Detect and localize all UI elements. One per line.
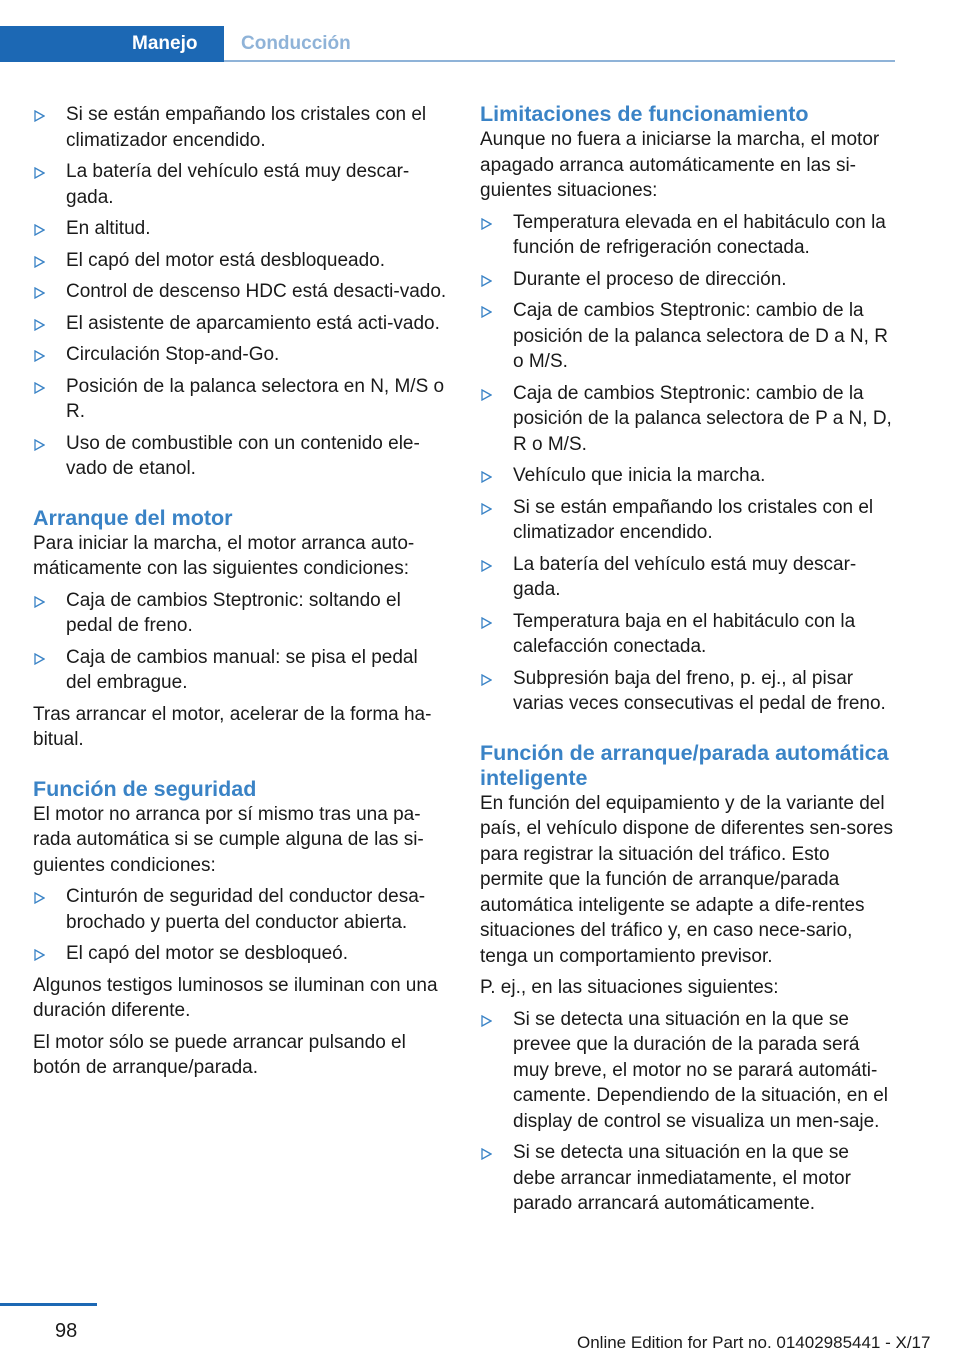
list-item-text: Durante el proceso de dirección. [513, 268, 787, 290]
list-item [480, 298, 894, 375]
list-item-text: Si se detecta una situación en la que se debe arrancar inmediatamente, el motor parado arrancará automáticamente. [513, 1142, 851, 1214]
list-item [480, 381, 894, 458]
list-item [33, 248, 447, 274]
list-item-text: Si se están empañando los cristales con el climatizador encendido. [513, 496, 874, 543]
limitations-list [480, 210, 894, 717]
paragraph: Tras arrancar el motor, acelerar de la forma ha‐bitual. [33, 703, 432, 750]
list-item-text: Si se detecta una situación en la que se prevee que la duración de la parada será muy breve, el motor no se parará automáti‐camente. Dependiendo de la situación, en el display de control se visualiza un men‐saje. [513, 1008, 888, 1132]
list-item-text: En altitud. [66, 218, 151, 239]
list-item [33, 374, 447, 425]
list-item-text: Control de descenso HDC está desacti‐vado. [66, 281, 447, 302]
list-item [33, 645, 447, 696]
list-item [480, 267, 894, 293]
section-title-arranque: Arranque del motor [33, 505, 233, 530]
list-item-text: Caja de cambios manual: se pisa el pedal del embrague. [66, 646, 418, 693]
list-item [33, 159, 447, 210]
section-title-seguridad: Función de seguridad [33, 776, 257, 801]
paragraph: Para iniciar la marcha, el motor arranca auto‐máticamente con las siguientes condiciones: [33, 532, 415, 579]
section-title-limitaciones: Limitaciones de funcionamiento [480, 102, 809, 126]
header-tab-manejo[interactable]: Manejo [132, 33, 198, 54]
list-item [480, 552, 894, 603]
list-item-text: Circulación Stop-and-Go. [66, 344, 280, 365]
list-item [33, 588, 447, 639]
list-item-text: Si se están empañando los cristales con el climatizador encendido. [66, 104, 427, 151]
list-item-text: Posición de la palanca selectora en N, M/S o R. [66, 375, 445, 422]
list-item [480, 463, 894, 489]
list-item-text: Caja de cambios Steptronic: cambio de la posición de la palanca selectora de P a N, D, R o M/S. [513, 382, 892, 455]
header-tab-conduccion[interactable]: Conducción [241, 33, 351, 54]
footer-rule [0, 1303, 97, 1306]
list-item [480, 495, 894, 546]
paragraph: Algunos testigos luminosos se iluminan con una duración diferente. [33, 974, 438, 1021]
list-item [33, 884, 447, 935]
list-item-text: Subpresión baja del freno, p. ej., al pisar varias veces consecutivas el pedal de freno. [513, 667, 886, 714]
list-item-text: Vehículo que inicia la marcha. [513, 465, 766, 486]
paragraph: El motor no arranca por sí mismo tras una pa‐rada automática si se cumple alguna de las si‐guientes condiciones: [33, 803, 424, 876]
list-item [33, 941, 447, 967]
left-column [33, 102, 447, 1087]
paragraph: Aunque no fuera a iniciarse la marcha, el motor apagado arranca automáticamente en las si‐guientes situaciones: [480, 129, 880, 201]
list-item [480, 1140, 894, 1217]
list-item [33, 431, 447, 482]
list-item-text: Temperatura elevada en el habitáculo con la función de refrigeración conectada. [513, 211, 886, 258]
header-rule [224, 60, 895, 62]
list-item-text: Caja de cambios Steptronic: cambio de la posición de la palanca selectora de D a N, R o M/S. [513, 300, 888, 372]
right-column [480, 102, 894, 1223]
list-item [33, 311, 447, 337]
list-item-text: Cinturón de seguridad del conductor desa‐brochado y puerta del conductor abierta. [66, 886, 426, 933]
list-item-text: La batería del vehículo está muy descar‐gada. [513, 553, 857, 600]
list-item-text: Caja de cambios Steptronic: soltando el pedal de freno. [66, 589, 401, 636]
paragraph: El motor sólo se puede arrancar pulsando el botón de arranque/parada. [33, 1031, 406, 1078]
list-item [480, 1007, 894, 1135]
list-item-text: La batería del vehículo está muy descar‐gada. [66, 161, 410, 208]
page-number: 98 [55, 1320, 78, 1342]
list-item-text: Uso de combustible con un contenido ele‐vado de etanol. [66, 432, 420, 479]
page-header [0, 0, 895, 64]
list-item [33, 342, 447, 368]
edition-text: Online Edition for Part no. 01402985441 - X/17 [577, 1333, 931, 1352]
paragraph: En función del equipamiento y de la variante del país, el vehículo dispone de diferentes sen‐sores para registrar la situación del tráfico. Esto permite que la función de arranque/parada automática inteligente se adapte a dife‐rentes situaciones del tráfico y, en caso nece‐sario, tenga un comportamiento previsor. [480, 792, 893, 967]
list-item-text: Temperatura baja en el habitáculo con la calefacción conectada. [513, 610, 856, 657]
list-item [33, 216, 447, 242]
list-item [480, 210, 894, 261]
list-item [33, 102, 447, 153]
conditions-list [33, 102, 447, 482]
situations-list [480, 1007, 894, 1217]
safety-conditions-list [33, 884, 447, 967]
list-item [480, 666, 894, 717]
paragraph: P. ej., en las situaciones siguientes: [480, 977, 779, 998]
list-item-text: El capó del motor está desbloqueado. [66, 249, 385, 271]
list-item [480, 609, 894, 660]
list-item [33, 279, 447, 305]
list-item-text: El asistente de aparcamiento está acti‐vado. [66, 312, 440, 334]
section-title-inteligente: Función de arranque/parada automática inteligente [480, 740, 889, 790]
start-conditions-list [33, 588, 447, 696]
list-item-text: El capó del motor se desbloqueó. [66, 943, 349, 964]
